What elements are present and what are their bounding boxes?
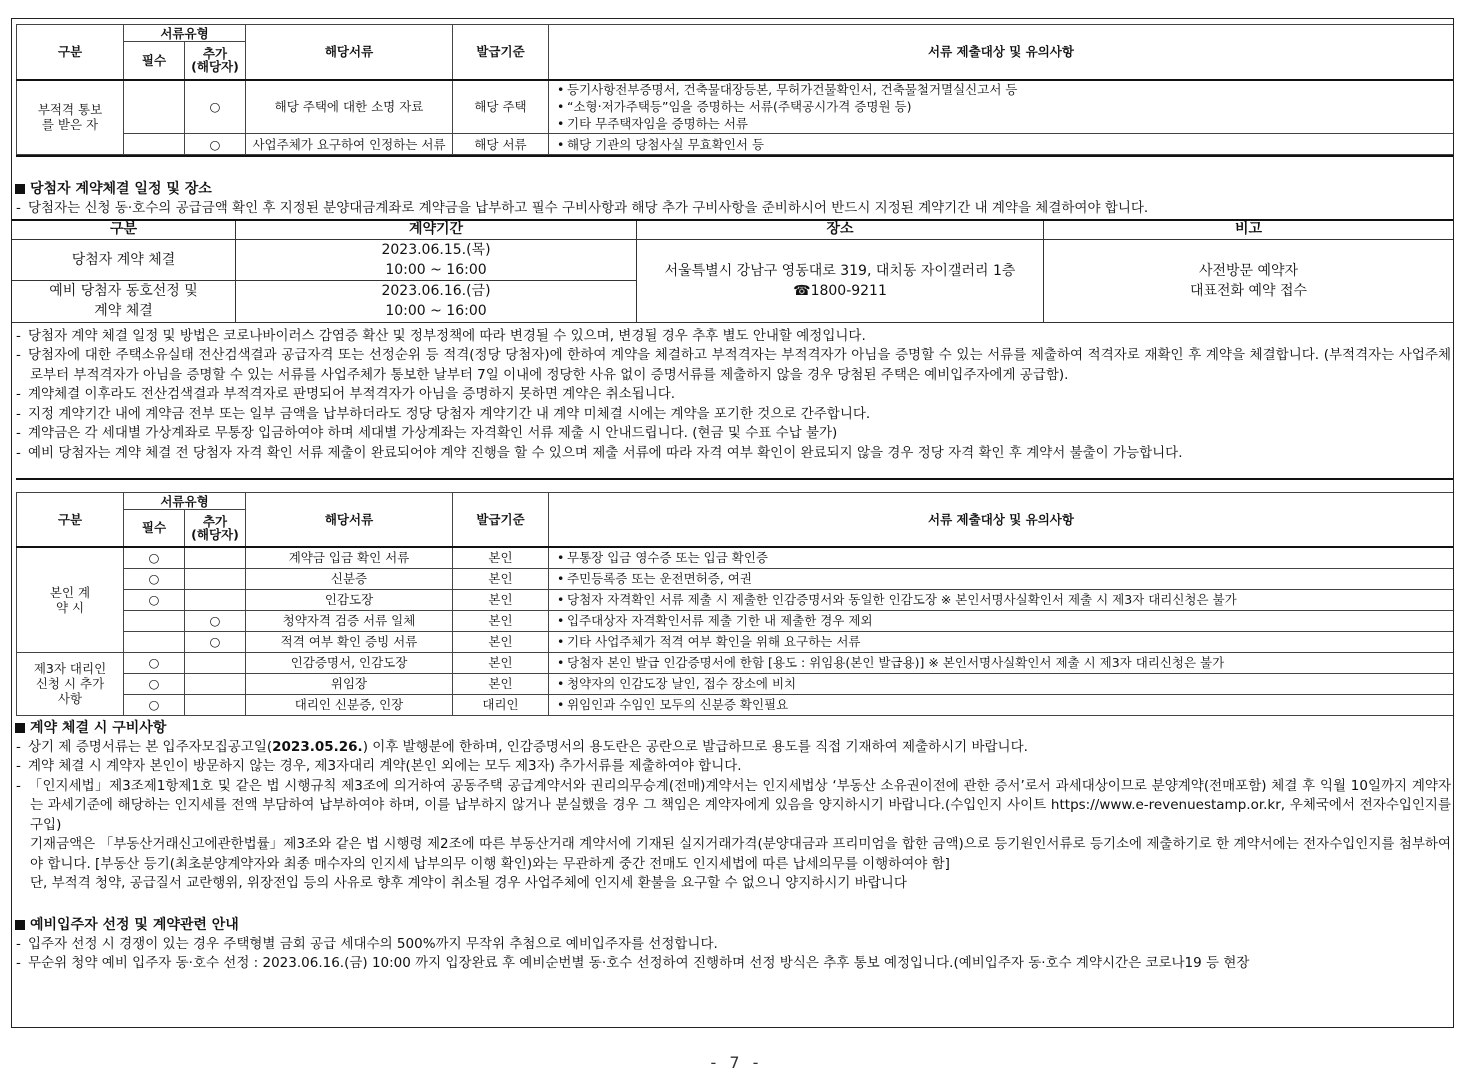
cell-issuer: 해당 주택 [453, 80, 549, 134]
sched-period: 2023.06.15.(목) 10:00 ~ 16:00 [236, 239, 637, 280]
requirement-item: - 계약 체결 시 계약자 본인이 방문하지 않는 경우, 제3자대리 계약(본인 외에는 모두 제3자) 추가서류를 제출하여야 합니다. [16, 758, 742, 774]
header-doc-type: 서류유형 [124, 25, 246, 42]
sched-period: 2023.06.16.(금) 10:00 ~ 16:00 [236, 280, 637, 322]
cell-document: 위임장 [246, 673, 453, 694]
cell-document: 청약자격 검증 서류 일체 [246, 610, 453, 631]
cell-notes [549, 80, 1454, 134]
cell-document: 계약금 입금 확인 서류 [246, 547, 453, 569]
sched-header-period: 계약기간 [236, 220, 637, 240]
header-notes: 서류 제출대상 및 유의사항 [549, 493, 1454, 547]
cell-document: 대리인 신분증, 인장 [246, 694, 453, 715]
contract-note: - 예비 당첨자는 계약 체결 전 당첨자 자격 확인 서류 제출이 완료되어야 계약 진행을 할 수 있으며 제출 서류에 따라 자격 여부 확인이 완료되지 않을 경우 정당 자격 확인 후 계약서 불출이 가능합니다. [16, 444, 1183, 461]
cell-additional: ○ [185, 80, 246, 134]
cell-additional [185, 547, 246, 569]
group-self: 본인 계약 시 [17, 547, 124, 653]
header-issuer: 발급기준 [453, 25, 549, 80]
group-proxy: 제3자 대리인 신청 시 추가사항 [17, 652, 124, 715]
sched-header-gubun: 구분 [12, 220, 236, 240]
cell-required: ○ [124, 673, 185, 694]
header-issuer: 발급기준 [453, 493, 549, 547]
header-additional-label: 추가 [202, 46, 228, 62]
cell-notes: • 당첨자 본인 발급 인감증명서에 한함 [용도 : 위임용(본인 발급용)] ※ 본인서명사실확인서 제출 시 제3자 대리신청은 불가 [549, 652, 1454, 673]
cell-required: ○ [124, 652, 185, 673]
ineligible-documents-table [16, 24, 1454, 155]
sched-header-note: 비고 [1044, 220, 1454, 240]
cell-document: 인감도장 [246, 589, 453, 610]
cell-required: ○ [124, 589, 185, 610]
cell-required [124, 631, 185, 652]
cell-notes: • 주민등록증 또는 운전면허증, 여권 [549, 568, 1454, 589]
header-additional-note: (해당자) [191, 59, 239, 75]
contract-note: - 계약체결 이후라도 전산검색결과 부적격자로 판명되어 부적격자가 아님을 증명하지 못하면 계약은 취소됩니다. [16, 386, 676, 402]
cell-document: 인감증명서, 인감도장 [246, 652, 453, 673]
cell-required: ○ [124, 694, 185, 715]
header-additional-label: 추가 [202, 513, 228, 529]
header-required: 필수 [124, 42, 185, 80]
contract-schedule-table [11, 219, 1454, 323]
contract-note: - 당첨자 계약 체결 일정 및 방법은 코로나바이러스 감염증 확산 및 정부정책에 따라 변경될 수 있으며, 변경될 경우 추후 별도 안내할 예정입니다. [16, 327, 866, 344]
cell-additional [185, 652, 246, 673]
cell-additional: ○ [185, 134, 246, 155]
cell-additional [185, 673, 246, 694]
cell-additional [185, 589, 246, 610]
cell-notes: • 해당 기관의 당첨사실 무효확인서 등 [549, 134, 1454, 155]
page-number: - 7 - [710, 1053, 763, 1072]
group-ineligible: 부적격 통보를 받은 자 [17, 80, 124, 155]
note-line: • “소형‧저가주택등”임을 증명하는 서류(주택공시가격 증명원 등) [557, 99, 912, 115]
header-additional [185, 510, 246, 547]
cell-issuer: 해당 서류 [453, 134, 549, 155]
header-additional [185, 42, 246, 80]
header-additional-note: (해당자) [191, 526, 239, 542]
section-title-requirements: 계약 체결 시 구비사항 [12, 718, 1453, 738]
cell-required: ○ [124, 568, 185, 589]
cell-additional: ○ [185, 610, 246, 631]
cell-notes: • 입주대상자 자격확인서류 제출 기한 내 제출한 경우 제외 [549, 610, 1454, 631]
cell-required [124, 610, 185, 631]
cell-notes: • 위임인과 수임인 모두의 신분증 확인필요 [549, 694, 1454, 715]
cell-notes: • 기타 사업주체가 적격 여부 확인을 위해 요구하는 서류 [549, 631, 1454, 652]
sched-place: 서울특별시 강남구 영동대로 319, 대치동 자이갤러리 1층 ☎1800-9211 [637, 239, 1044, 322]
cell-issuer: 대리인 [453, 694, 549, 715]
header-document: 해당서류 [246, 493, 453, 547]
section-title-contract: 당첨자 계약체결 일정 및 장소 [12, 179, 1453, 199]
requirement-item: - 「인지세법」제3조제1항제1호 및 같은 법 시행규칙 제3조에 의거하여 공동주택 공급계약서와 권리의무승계(전매)계약서는 인지세법상 ‘부동산 소유권이전에 관한 증서’로서 과세대상이므로 분양계약(전매포함) 체결 후 익월 10일까지 계약자는 과세기준에 해당하는 인지세를 전액 부담하여 납부하여야 하며, 이를 납부하지 않거나 분실했을 경우 그 책임은 계약자에게 있음을 양지하시기 바랍니다.(수입인지 사이트 https://www.e-revenuestamp.or.kr, 우체국에서 전자수입인지를 구입) [16, 777, 1451, 833]
cell-additional [185, 568, 246, 589]
contract-notes [12, 327, 1453, 464]
header-gubun: 구분 [17, 493, 124, 547]
cell-document: 사업주체가 요구하여 인정하는 서류 [246, 134, 453, 155]
contract-note: - 당첨자에 대한 주택소유실태 전산검색결과 공급자격 또는 선정순위 등 적격(정당 당첨자)에 한하여 계약을 체결하고 부적격자는 부적격자가 아님을 증명할 수 있는 서류를 제출하여 적격자로 재확인 후 계약을 체결합니다. (부적격자는 사업주체로부터 부적격자가 아님을 증명할 수 있는 서류를 사업주체가 통보한 날부터 7일 이내에 정당한 사유 없이 증명서류를 제출하지 않을 경우 당첨된 주택은 예비입주자에게 공급함). [16, 347, 1451, 383]
note-line: • 등기사항전부증명서, 건축물대장등본, 무허가건물확인서, 건축물철거멸실신고서 등 [557, 82, 1018, 98]
requirement-item-cont: 기재금액은 「부동산거래신고에관한법률」제3조와 같은 법 시행령 제2조에 따른 부동산거래 계약서에 기재된 실지거래가격(분양대금과 프리미엄을 합한 금액)으로 등기원인서류로 등기소에 제출하기로 한 계약서에는 전자수입인지를 첨부하여야 합니다. [부동산 등기(최초분양계약자와 최종 매수자의 인지세 납부의무 이행 확인)와는 무관하게 중간 전매도 인지세법에 따른 납세의무를 이행하여야 함] [30, 836, 1451, 872]
cell-notes: • 당첨자 자격확인 서류 제출 시 제출한 인감증명서와 동일한 인감도장 ※ 본인서명사실확인서 제출 시 제3자 대리신청은 불가 [549, 589, 1454, 610]
section-title-waitlist: 예비입주자 선정 및 계약관련 안내 [12, 915, 1453, 935]
requirement-item: - 상기 제 증명서류는 본 입주자모집공고일(2023.05.26.) 이후 발행분에 한하며, 인감증명서의 용도란은 공란으로 발급하므로 용도를 직접 기재하여 제출하시기 바랍니다. [16, 738, 1028, 755]
header-required: 필수 [124, 510, 185, 547]
contract-note: - 계약금은 각 세대별 가상계좌로 무통장 입금하여야 하며 세대별 가상계좌는 자격확인 서류 제출 시 안내드립니다. (현금 및 수표 수납 불가) [16, 425, 838, 441]
waitlist-item: - 무순위 청약 예비 입주자 동‧호수 선정 : 2023.06.16.(금) 10:00 까지 입장완료 후 예비순번별 동‧호수 선정하여 진행하며 선정 방식은 추후 통보 예정입니다.(예비입주자 동‧호수 계약시간은 코로나19 등 현장 [16, 955, 1250, 971]
contract-note: - 지정 계약기간 내에 계약금 전부 또는 일부 금액을 납부하더라도 정당 당첨자 계약기간 내 계약 미체결 시에는 계약을 포기한 것으로 간주합니다. [16, 405, 871, 422]
contract-documents-table [16, 492, 1454, 716]
cell-document: 적격 여부 확인 증빙 서류 [246, 631, 453, 652]
cell-issuer: 본인 [453, 589, 549, 610]
cell-required [124, 134, 185, 155]
cell-notes: • 무통장 입금 영수증 또는 입금 확인증 [549, 547, 1454, 569]
sched-gubun: 예비 당첨자 동호선정 및 계약 체결 [12, 280, 236, 322]
contract-intro: - 당첨자는 신청 동‧호수의 공급금액 확인 후 지정된 분양대금계좌로 계약금을 납부하고 필수 구비사항과 해당 추가 구비사항을 준비하시어 반드시 지정된 계약기간 내 계약을 체결하여야 합니다. [16, 200, 1149, 216]
document-page [11, 18, 1454, 1028]
cell-issuer: 본인 [453, 652, 549, 673]
cell-issuer: 본인 [453, 547, 549, 569]
cell-issuer: 본인 [453, 631, 549, 652]
cell-issuer: 본인 [453, 610, 549, 631]
header-doc-type: 서류유형 [124, 493, 246, 510]
header-document: 해당서류 [246, 25, 453, 80]
cell-issuer: 본인 [453, 568, 549, 589]
cell-issuer: 본인 [453, 673, 549, 694]
sched-gubun: 당첨자 계약 체결 [12, 239, 236, 280]
header-gubun: 구분 [17, 25, 124, 80]
cell-document: 해당 주택에 대한 소명 자료 [246, 80, 453, 134]
cell-notes: • 청약자의 인감도장 날인, 접수 장소에 비치 [549, 673, 1454, 694]
cell-additional: ○ [185, 631, 246, 652]
waitlist-item: - 입주자 선정 시 경쟁이 있는 경우 주택형별 금회 공급 세대수의 500%까지 무작위 추첨으로 예비입주자를 선정합니다. [16, 935, 718, 952]
sched-note: 사전방문 예약자 대표전화 예약 접수 [1044, 239, 1454, 322]
cell-required [124, 80, 185, 134]
requirement-item-cont: 단, 부적격 청약, 공급질서 교란행위, 위장전입 등의 사유로 향후 계약이 취소될 경우 사업주체에 인지세 환불을 요구할 수 없으니 양지하시기 바랍니다 [30, 875, 907, 891]
cell-additional [185, 694, 246, 715]
cell-document: 신분증 [246, 568, 453, 589]
header-notes: 서류 제출대상 및 유의사항 [549, 25, 1454, 80]
sched-header-place: 장소 [637, 220, 1044, 240]
note-line: • 기타 무주택자임을 증명하는 서류 [557, 116, 748, 132]
cell-required: ○ [124, 547, 185, 569]
